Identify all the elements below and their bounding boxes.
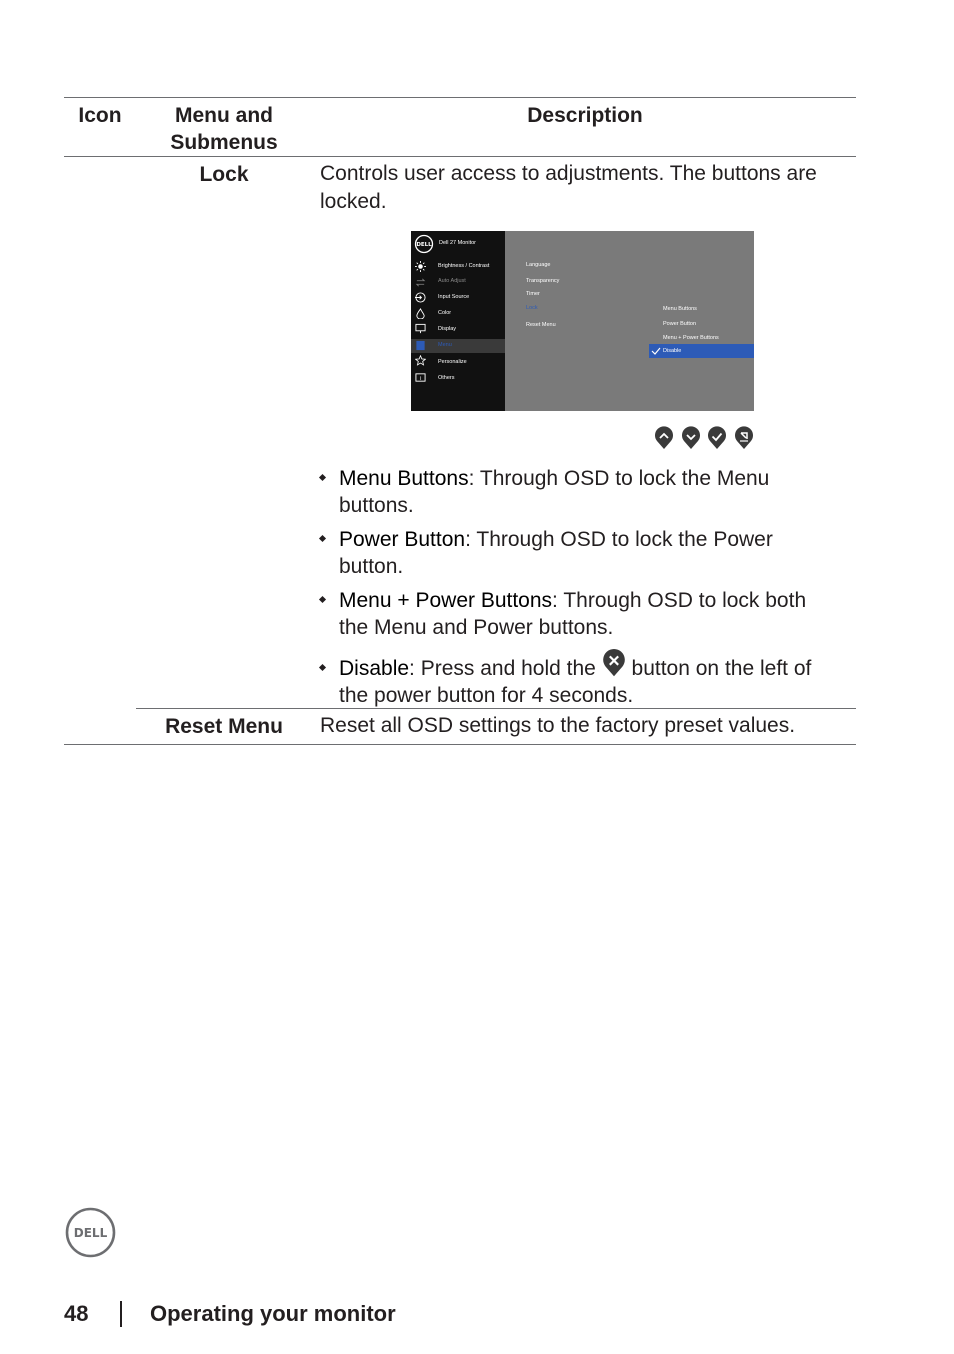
table-header-rule — [64, 156, 856, 157]
svg-text:i: i — [419, 375, 422, 382]
dell-logo-icon — [65, 1207, 116, 1258]
bullet-term: Disable — [339, 657, 410, 680]
osd-option-menu-buttons: Menu Buttons — [663, 306, 697, 312]
up-icon — [654, 426, 674, 450]
menu-icon — [415, 340, 426, 351]
table-bottom-rule — [64, 744, 856, 745]
osd-option-disable: Disable — [663, 348, 682, 354]
bullet-disable — [320, 655, 840, 709]
header-menu-submenus: Menu and Submenus — [170, 104, 278, 154]
bullet-text: : Through OSD to lock both the Menu and Power buttons. — [339, 589, 807, 639]
osd-sidebar — [411, 231, 505, 411]
page-number: 48 — [64, 1301, 89, 1326]
bullet-power-button — [320, 526, 840, 580]
osd-title: Dell 27 Monitor — [439, 240, 476, 246]
bullet-term: Menu + Power Buttons — [339, 589, 553, 612]
section-title: Operating your monitor — [150, 1301, 396, 1326]
bullet-menu-buttons — [320, 465, 840, 519]
auto-adjust-icon — [415, 277, 426, 288]
osd-submenu-timer: Timer — [526, 291, 540, 297]
menu-label-lock: Lock — [199, 163, 249, 186]
star-icon — [415, 355, 426, 366]
bullet-text: : Press and hold the — [409, 657, 596, 680]
bullet-menu-power-buttons — [320, 587, 840, 641]
osd-menu-input-source: Input Source — [438, 294, 470, 300]
osd-menu-personalize: Personalize — [438, 359, 467, 365]
osd-submenu-lock: Lock — [526, 305, 538, 311]
bullet-term: Power Button — [339, 528, 466, 551]
header-description: Description — [527, 104, 643, 127]
svg-text:DELL: DELL — [416, 242, 432, 248]
footer-separator — [120, 1301, 122, 1327]
osd-menu-brightness: Brightness / Contrast — [438, 263, 490, 269]
back-icon — [734, 426, 754, 450]
osd-submenu-language: Language — [526, 262, 551, 268]
display-icon — [415, 323, 426, 334]
osd-submenu-reset-menu: Reset Menu — [526, 322, 556, 328]
row-divider — [136, 708, 856, 709]
osd-menu-display: Display — [438, 326, 457, 332]
osd-screenshot — [411, 231, 754, 411]
brightness-icon — [415, 261, 426, 272]
osd-option-power-button: Power Button — [663, 321, 697, 327]
lock-description: Controls user access to adjustments. The buttons are locked. — [320, 162, 817, 213]
header-icon: Icon — [78, 104, 122, 127]
bullet-text: : Through OSD to lock the Menu buttons. — [339, 467, 770, 517]
osd-option-menu-power: Menu + Power Buttons — [663, 335, 719, 341]
others-icon — [415, 372, 426, 383]
osd-check-icon — [651, 347, 661, 355]
osd-menu-auto-adjust: Auto Adjust — [438, 278, 466, 284]
color-icon — [415, 308, 426, 319]
table-top-rule — [64, 97, 856, 98]
osd-menu-menu: Menu — [438, 342, 452, 348]
bullet-text: : Through OSD to lock the Power button. — [339, 528, 773, 578]
osd-menu-color: Color — [438, 310, 452, 316]
menu-label-reset-menu: Reset Menu — [165, 715, 283, 738]
close-button-icon — [602, 648, 626, 678]
bullet-text: button on the left of the power button for 4 seconds. — [339, 657, 812, 707]
reset-menu-description: Reset all OSD settings to the factory preset values. — [320, 714, 796, 737]
bullet-term: Menu Buttons — [339, 467, 469, 490]
osd-dell-logo-icon — [414, 234, 434, 254]
osd-submenu-transparency: Transparency — [526, 278, 560, 284]
osd-menu-others: Others — [438, 375, 455, 381]
check-icon — [707, 426, 727, 450]
svg-text:DELL: DELL — [73, 1226, 108, 1240]
input-source-icon — [415, 292, 426, 303]
down-icon — [681, 426, 701, 450]
